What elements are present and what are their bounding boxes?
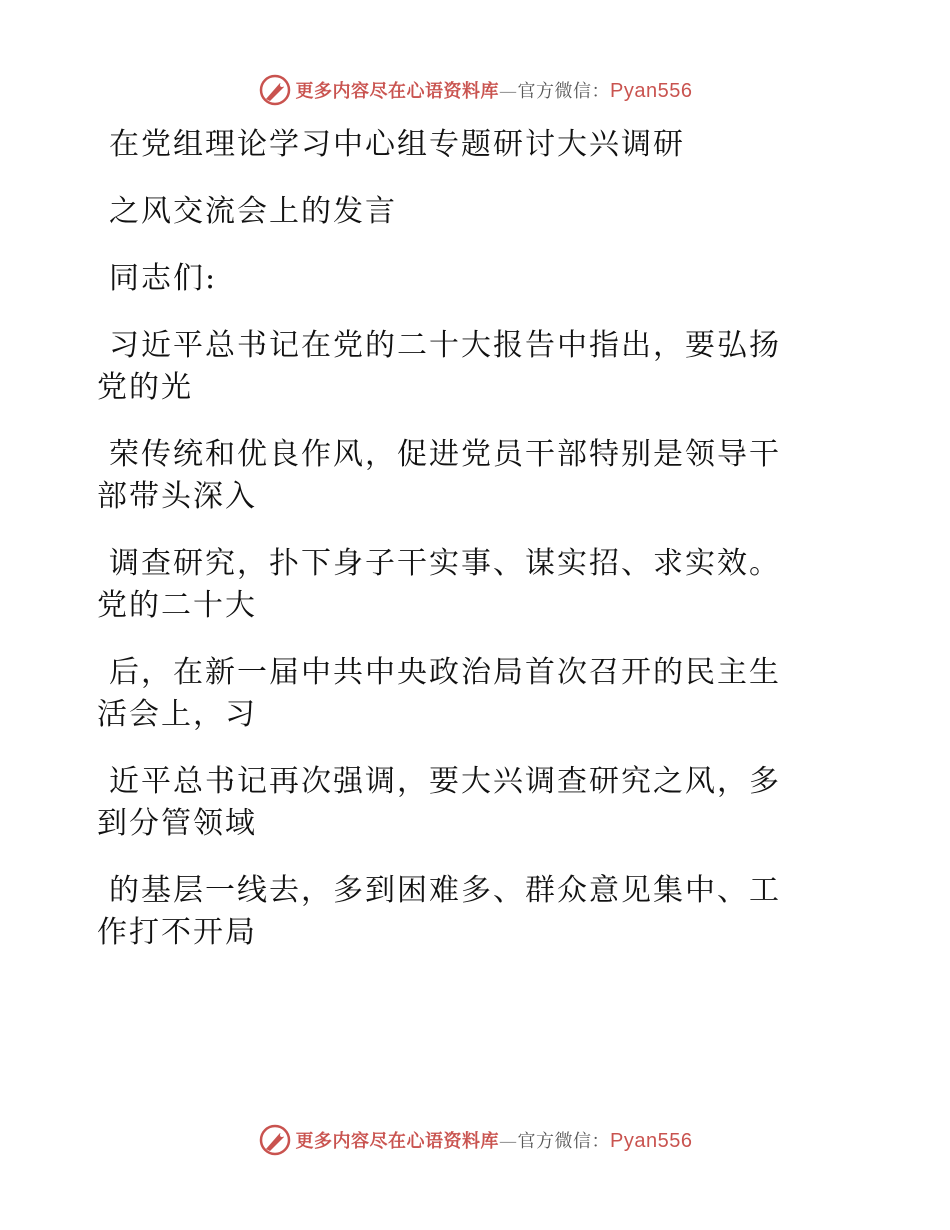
paragraph-line: 党的二十大: [97, 588, 257, 623]
paragraph-line: 习近平总书记在党的二十大报告中指出，要弘扬: [109, 328, 781, 363]
paragraph-line: 调查研究，扑下身子干实事、谋实招、求实效。: [109, 546, 781, 581]
watermark-group: [258, 73, 693, 107]
document-title-line-1: 在党组理论学习中心组专题研讨大兴调研: [109, 127, 685, 162]
paragraph-line: 荣传统和优良作风，促进党员干部特别是领导干: [109, 437, 781, 472]
pen-nib-logo-icon: [258, 73, 292, 107]
watermark-wechat-label: 官方微信：: [517, 81, 611, 102]
paragraph-line: 党的光: [97, 370, 193, 405]
paragraph-line: 到分管领域: [97, 806, 257, 841]
watermark-group: [258, 1123, 693, 1157]
document-title-line-2: 之风交流会上的发言: [109, 194, 397, 229]
watermark-wechat-label: 官方微信：: [517, 1131, 611, 1152]
watermark-dash: —: [499, 1131, 518, 1152]
paragraph-line: 部带头深入: [97, 479, 257, 514]
footer-watermark: [0, 1122, 950, 1158]
watermark-brand: 更多内容尽在心语资料库: [295, 1131, 500, 1152]
paragraph-line: 作打不开局: [97, 915, 257, 950]
document-body: [97, 124, 837, 954]
paragraph-line: 活会上，习: [97, 697, 257, 732]
watermark-wechat-id: Pyan556: [610, 80, 693, 102]
watermark-brand: 更多内容尽在心语资料库: [295, 81, 500, 102]
paragraph-line: 近平总书记再次强调，要大兴调查研究之风，多: [109, 764, 781, 799]
watermark-wechat-id: Pyan556: [610, 1130, 693, 1152]
paragraph-line: 的基层一线去，多到困难多、群众意见集中、工: [109, 873, 781, 908]
watermark-dash: —: [499, 81, 518, 102]
watermark-text: [296, 1127, 693, 1153]
watermark-text: [296, 77, 693, 103]
paragraph-line: 后，在新一届中共中央政治局首次召开的民主生: [109, 655, 781, 690]
salutation: 同志们:: [109, 261, 218, 296]
header-watermark: [0, 72, 950, 108]
pen-nib-logo-icon: [258, 1123, 292, 1157]
